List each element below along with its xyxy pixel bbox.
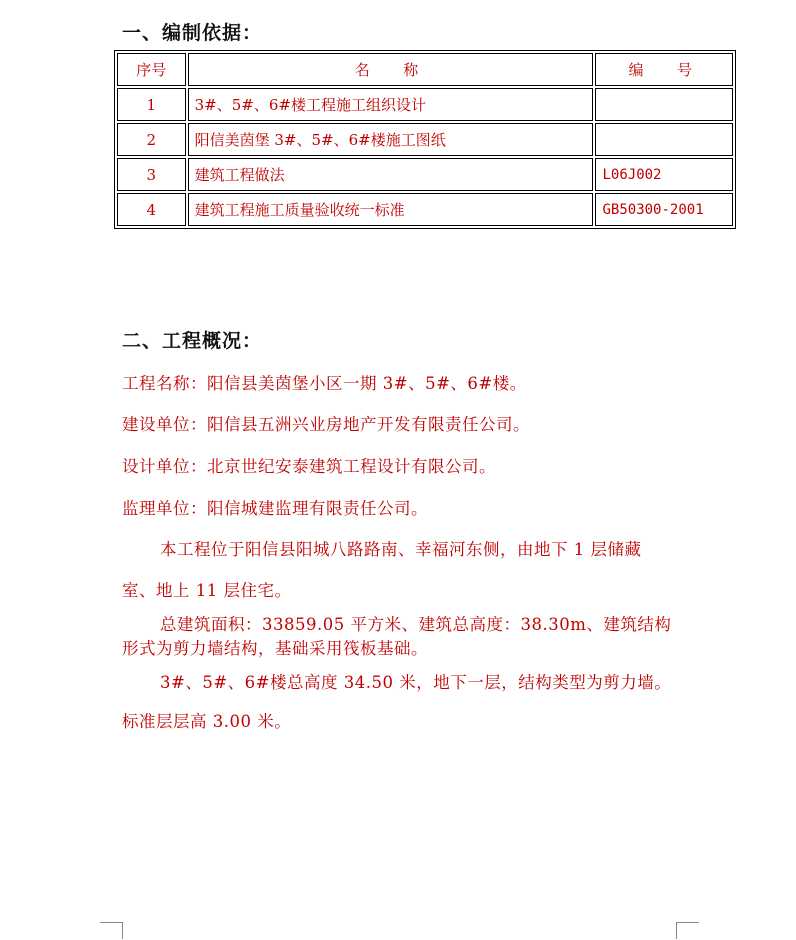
project-name-line: 工程名称：阳信县美茵堡小区一期 3#、5#、6#楼。 [122,374,527,393]
page-corner-mark-right [676,922,699,939]
designer-line: 设计单位：北京世纪安泰建筑工程设计有限公司。 [122,457,496,476]
row-code: GB50300-2001 [595,193,733,226]
row-code: L06J002 [595,158,733,191]
structure-line: 形式为剪力墙结构，基础采用筏板基础。 [122,639,428,658]
row-name: 建筑工程做法 [188,158,594,191]
row-no: 1 [117,88,186,121]
owner-line: 建设单位：阳信县五洲兴业房地产开发有限责任公司。 [122,415,530,434]
row-code [595,88,733,121]
section-heading-basis: 一、编制依据： [122,22,263,44]
row-name: 3#、5#、6#楼工程施工组织设计 [188,88,594,121]
table-row [117,123,733,156]
supervisor-line: 监理单位：阳信城建监理有限责任公司。 [122,499,428,518]
floor-height-line: 标准层层高 3.00 米。 [122,712,292,731]
row-no: 2 [117,123,186,156]
height-line: 3#、5#、6#楼总高度 34.50 米，地下一层，结构类型为剪力墙。 [160,673,672,692]
table-row [117,193,733,226]
location-line: 本工程位于阳信县阳城八路路南、幸福河东侧，由地下 1 层储藏 [160,540,642,559]
header-name [188,53,594,86]
row-no: 4 [117,193,186,226]
header-code [595,53,733,86]
row-no: 3 [117,158,186,191]
location-line-cont: 室、地上 11 层住宅。 [122,581,292,600]
header-code-text: 编 号 [628,61,701,79]
page-corner-mark-left [100,922,123,939]
header-no: 序号 [117,53,186,86]
area-line: 总建筑面积：33859.05 平方米、建筑总高度：38.30m、建筑结构 [160,615,672,634]
table-row [117,158,733,191]
table-header-row [117,53,733,86]
row-name: 建筑工程施工质量验收统一标准 [188,193,594,226]
row-code [595,123,733,156]
section-heading-overview: 二、工程概况： [122,330,263,352]
basis-table [114,50,736,229]
header-name-text: 名 称 [354,61,427,79]
table-row [117,88,733,121]
row-name: 阳信美茵堡 3#、5#、6#楼施工图纸 [188,123,594,156]
